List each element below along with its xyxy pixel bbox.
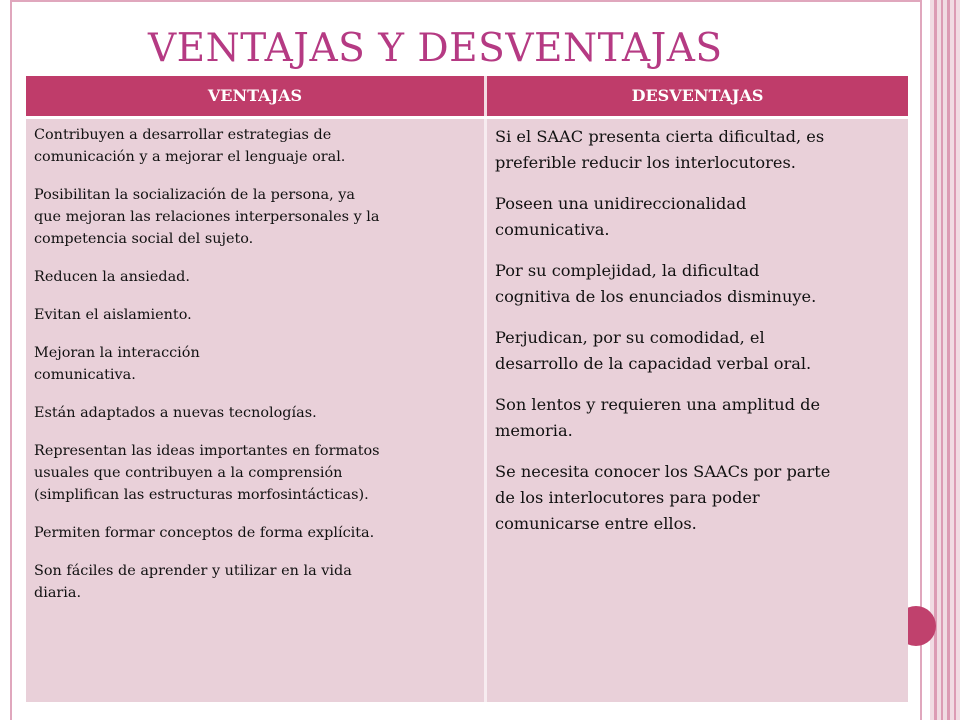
ventaja-item: Evitan el aislamiento.: [34, 307, 192, 323]
slide-frame-left: [10, 0, 12, 720]
ventaja-item: Mejoran la interacción comunicativa.: [34, 345, 200, 383]
stripe: [934, 0, 937, 720]
desventaja-item: Por su complejidad, la dificultad cognitiva de los enunciados disminuye.: [495, 261, 817, 306]
desventajas-cell: [487, 119, 908, 702]
header-desventajas: DESVENTAJAS: [631, 86, 764, 105]
desventaja-item: Perjudican, por su comodidad, el desarrollo de la capacidad verbal oral.: [495, 328, 812, 373]
comparison-table: [26, 76, 908, 702]
ventaja-item: Reducen la ansiedad.: [34, 269, 190, 285]
stripe: [954, 0, 956, 720]
ventaja-item: Están adaptados a nuevas tecnologías.: [34, 405, 317, 421]
desventaja-item: Se necesita conocer los SAACs por parte de los interlocutores para poder comunicarse entre ellos.: [495, 462, 831, 533]
table-header-row: [26, 76, 908, 116]
ventaja-item: Representan las ideas importantes en formatos usuales que contribuyen a la comprensión (simplifican las estructuras morfosintácticas).: [34, 443, 380, 503]
stripe: [941, 0, 943, 720]
desventaja-item: Son lentos y requieren una amplitud de memoria.: [495, 395, 821, 440]
stripe: [947, 0, 950, 720]
decorative-stripes: [930, 0, 960, 720]
slide-frame-top: [10, 0, 922, 2]
header-ventajas: VENTAJAS: [207, 86, 303, 105]
desventaja-item: Si el SAAC presenta cierta dificultad, es preferible reducir los interlocutores.: [495, 127, 825, 172]
desventaja-item: Poseen una unidireccionalidad comunicativa.: [495, 194, 747, 239]
ventaja-item: Permiten formar conceptos de forma explícita.: [34, 525, 375, 541]
ventaja-item: Son fáciles de aprender y utilizar en la vida diaria.: [34, 563, 352, 601]
ventaja-item: Contribuyen a desarrollar estrategias de comunicación y a mejorar el lenguaje oral.: [34, 127, 346, 165]
ventajas-cell: [26, 119, 484, 702]
table-row: [26, 119, 908, 702]
ventaja-item: Posibilitan la socialización de la persona, ya que mejoran las relaciones interpersonales y la competencia social del sujeto.: [34, 187, 380, 247]
slide-title: VENTAJAS Y DESVENTAJAS: [148, 26, 723, 71]
